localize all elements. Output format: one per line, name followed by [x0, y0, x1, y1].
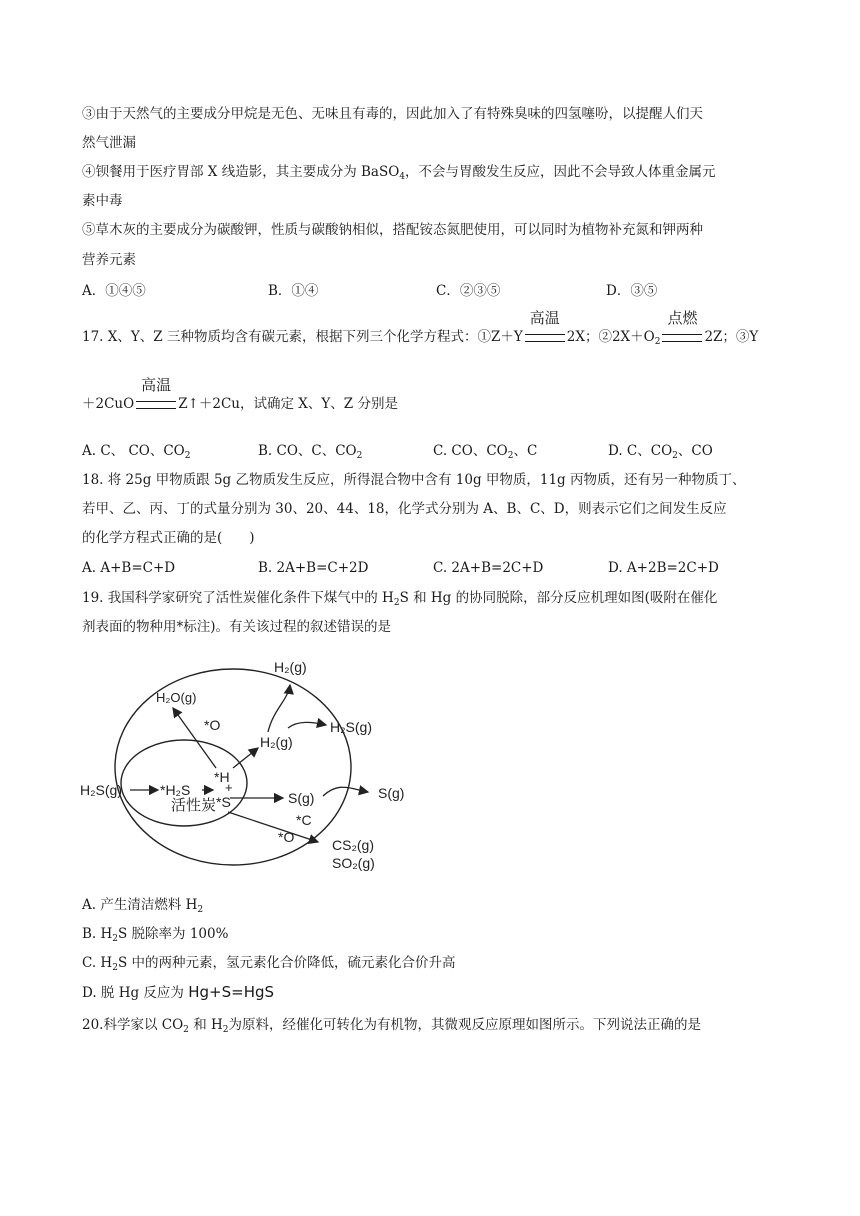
q16-option-d: D．③⑤	[606, 283, 658, 299]
q19-option-d: D. 脱 Hg 反应为 Hg+S=HgS	[82, 983, 275, 1001]
q16-item4-line1: ④钡餐用于医疗胃部 X 线造影，其主要成分为 BaSO$_4$，不会与胃酸发生反应，因此不会导致人体重金属元	[82, 164, 716, 182]
q16-option-b: B．①④	[268, 283, 319, 299]
q17-line1: 17. X、Y、Z 三种物质均含有碳元素，根据下列三个化学方程式：①Z＋Y 高温 2X；$②2X+O_2$ 点燃 2Z；③Y	[82, 309, 759, 347]
label-so2g: SO₂(g)	[332, 855, 375, 871]
q17-line2: ＋2CuO 高温 Z↑＋2Cu，试确定 X、Y、Z 分别是	[82, 376, 398, 412]
condition-ignite: 点燃	[660, 327, 704, 347]
label-cs2g: CS₂(g)	[332, 837, 374, 853]
label-star-h: *H	[214, 769, 230, 785]
q18-line1: 18. 将 25g 甲物质跟 5g 乙物质发生反应，所得混合物中含有 10g 甲物质，11g 丙物质，还有另一种物质丁、	[82, 472, 746, 488]
label-sg-inner: S(g)	[288, 790, 315, 806]
q16-item5-line2: 营养元素	[82, 252, 136, 268]
condition-high-temp-2: 高温	[134, 394, 178, 414]
label-star-c: *C	[296, 812, 312, 828]
label-sg-right: S(g)	[378, 785, 405, 801]
q16-item5-line1: ⑤草木灰的主要成分为碳酸钾，性质与碳酸钠相似，搭配铵态氮肥使用，可以同时为植物补充氮和钾两种	[82, 222, 703, 238]
label-star-s: *S	[216, 794, 231, 810]
q18-line3: 的化学方程式正确的是( )	[82, 530, 255, 546]
q16-option-c: C．②③⑤	[436, 283, 501, 299]
q19-line1: 19. 我国科学家研究了活性炭催化条件下煤气中的 $H_2S$ 和 Hg 的协同脱除，部分反应机理如图(吸附在催化	[82, 590, 718, 608]
arrow-h2s-out-right	[288, 722, 326, 728]
label-h2sg-right: H₂S(g)	[330, 719, 372, 735]
label-h2g-top: H₂(g)	[274, 659, 307, 675]
q19-option-c: C. $H_2S$ 中的两种元素，氢元素化合价降低，硫元素化合价升高	[82, 955, 456, 973]
q19-line2: 剂表面的物种用*标注)。有关该过程的叙述错误的是	[82, 619, 392, 635]
q17-option-b: B. CO、C、$CO_2$	[258, 443, 363, 461]
arrow-h2-out-top	[268, 685, 290, 732]
q18-option-b: B. 2A+B=C+2D	[258, 560, 369, 576]
arrow-h-to-h2	[233, 748, 258, 768]
q16-item4-line2: 素中毒	[82, 193, 123, 209]
q18-option-d: D. A+2B=2C+D	[608, 560, 719, 576]
label-h2g-inner: H₂(g)	[260, 734, 293, 750]
outer-ellipse	[115, 669, 351, 865]
q19-option-b: B. $H_2S$ 脱除率为 100%	[82, 926, 229, 944]
q18-line2: 若甲、乙、丙、丁的式量分别为 30、20、44、18，化学式分别为 A、B、C、D，则表示它们之间发生反应	[82, 501, 727, 517]
q17-option-c: C. CO、$CO_2$、C	[433, 443, 538, 461]
q17-option-d: D. C、$CO_2$、CO	[608, 443, 713, 461]
q16-item3-line1: ③由于天然气的主要成分甲烷是无色、无味且有毒的，因此加入了有特殊臭味的四氢噻吩，以提醒人们天	[82, 106, 703, 122]
condition-high-temp-1: 高温	[523, 327, 567, 347]
q17-option-a: A. C、 CO、$CO_2$	[82, 443, 191, 461]
label-h2og: H₂O(g)	[156, 690, 197, 705]
q16-option-a: A．①④⑤	[82, 283, 146, 299]
label-h2sg-left: H₂S(g)	[80, 782, 122, 798]
q16-item3-line2: 然气泄漏	[82, 135, 136, 151]
reaction-mechanism-diagram	[78, 650, 418, 875]
q18-option-a: A. A+B=C+D	[82, 560, 176, 576]
label-plus: +	[225, 780, 233, 795]
q19-option-a: A. 产生清洁燃料 $H_2$	[82, 897, 204, 915]
label-star-o-bottom: *O	[278, 829, 295, 845]
q20-line1: 20.科学家以 $CO_2$ 和 $H_2$为原料，经催化可转化为有机物，其微观反应原理如图所示。下列说法正确的是	[82, 1017, 702, 1035]
label-star-h2s: *H₂S	[160, 782, 191, 798]
label-carbon: 活性炭	[171, 797, 217, 814]
label-star-o-top: *O	[204, 717, 221, 733]
q18-option-c: C. 2A+B=2C+D	[433, 560, 544, 576]
